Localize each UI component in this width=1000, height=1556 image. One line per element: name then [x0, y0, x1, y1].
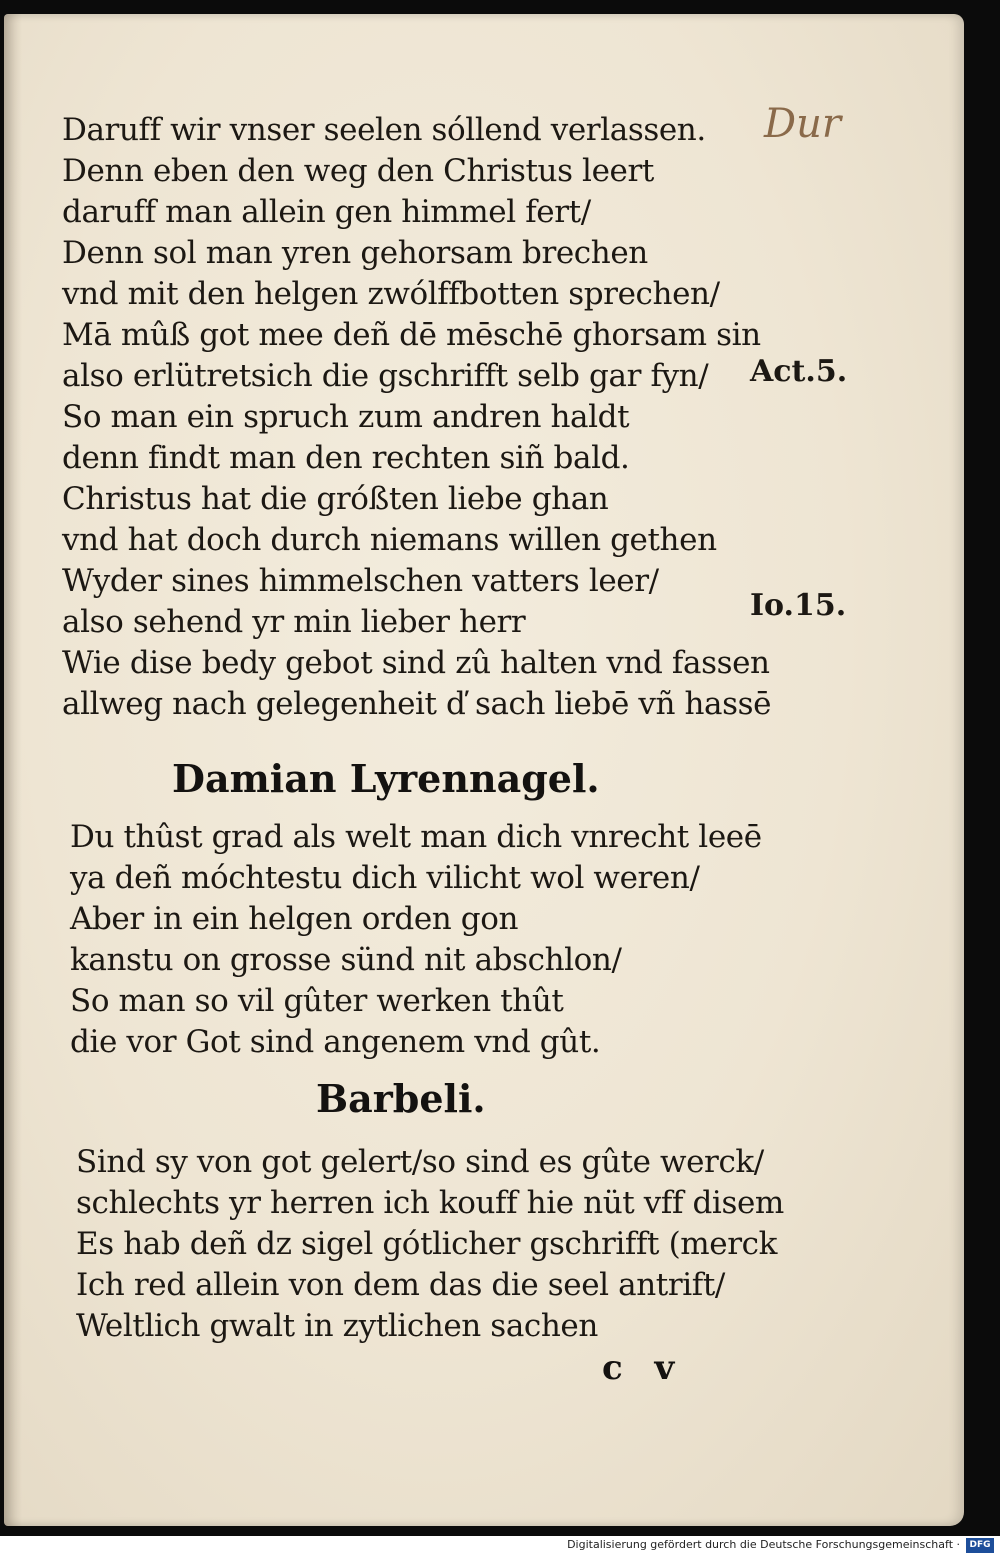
verse-line: Sind sy von got gelert/so sind es gûte werck/	[76, 1144, 764, 1180]
verse-line: Weltlich gwalt in zytlichen sachen	[76, 1308, 598, 1344]
verse-line: Wie dise bedy gebot sind zû halten vnd fassen	[62, 645, 770, 681]
margin-note-io: Io.15.	[750, 588, 847, 623]
verse-line: Wyder sines himmelschen vatters leer/	[62, 563, 659, 599]
verse-line: schlechts yr herren ich kouff hie nüt vff disem	[76, 1185, 784, 1221]
verse-line: kanstu on grosse sünd nit abschlon/	[70, 942, 622, 978]
verse-line: So man ein spruch zum andren haldt	[62, 399, 630, 435]
verse-line: Christus hat die gróßten liebe ghan	[62, 481, 609, 517]
verse-line: Denn sol man yren gehorsam brechen	[62, 235, 648, 271]
verse-line: Du thûst grad als welt man dich vnrecht leeē	[70, 819, 762, 855]
verse-line: vnd mit den helgen zwólffbotten sprechen/	[62, 276, 720, 312]
margin-note-act: Act.5.	[750, 354, 848, 389]
handwritten-note: Dur	[764, 101, 841, 147]
signature-mark: c v	[602, 1348, 685, 1388]
speaker-heading: Barbeli.	[316, 1076, 486, 1121]
footer-bar	[0, 1536, 1000, 1556]
verse-line: die vor Got sind angenem vnd gût.	[70, 1024, 601, 1060]
verse-line: ya deñ móchtestu dich vilicht wol weren/	[70, 860, 700, 896]
verse-line: also sehend yr min lieber herr	[62, 604, 526, 640]
verse-line: Daruff wir vnser seelen sóllend verlassen.	[62, 112, 706, 148]
dfg-logo-icon: DFG	[966, 1538, 994, 1553]
speaker-heading: Damian Lyrennagel.	[172, 756, 600, 801]
verse-line: Es hab deñ dz sigel gótlicher gschrifft (merck	[76, 1226, 777, 1262]
verse-line: also erlütretsich die gschrifft selb gar fyn/	[62, 358, 709, 394]
book-page	[4, 14, 964, 1526]
verse-line: daruff man allein gen himmel fert/	[62, 194, 591, 230]
verse-line: Denn eben den weg den Christus leert	[62, 153, 654, 189]
verse-line: So man so vil gûter werken thût	[70, 983, 564, 1019]
verse-line: Mā mûß got mee deñ dē mēschē ghorsam sin	[62, 317, 761, 353]
verse-line: Ich red allein von dem das die seel antrift/	[76, 1267, 725, 1303]
verse-line: denn findt man den rechten siñ bald.	[62, 440, 630, 476]
verse-line: allweg nach gelegenheit ď sach liebē vñ hassē	[62, 686, 772, 722]
footer-credit: Digitalisierung gefördert durch die Deutsche Forschungsgemeinschaft ·	[567, 1538, 960, 1551]
verse-line: vnd hat doch durch niemans willen gethen	[62, 522, 717, 558]
verse-line: Aber in ein helgen orden gon	[70, 901, 519, 937]
